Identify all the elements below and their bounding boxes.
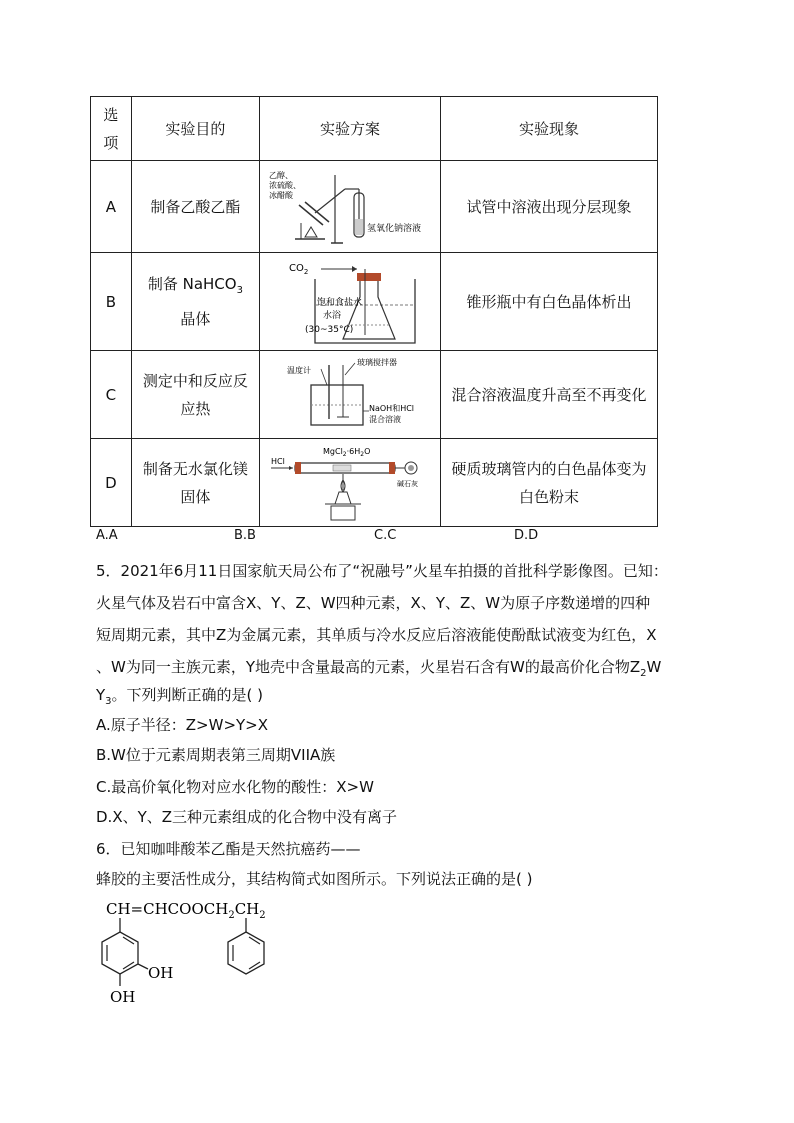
row-phenomenon-line: 硬质玻璃管内的白色晶体变为 [451, 459, 647, 478]
row-aim-text: 制备乙酸乙酯 [150, 197, 241, 216]
q5-text: 。下列判断正确的是( ) [111, 686, 264, 704]
row-aim-line: 晶体 [180, 310, 211, 328]
q5-text: W [646, 658, 662, 676]
row-aim-line: 制备无水氯化镁 [142, 459, 248, 478]
figure-label: 碱石灰 [397, 479, 419, 488]
row-option: D [91, 439, 132, 527]
nahco3-apparatus-figure [265, 257, 435, 347]
row-plan-figure [260, 439, 441, 527]
structure-chain-label: $CH=CHCOOCH_2CH_2$ [106, 900, 266, 921]
row-phenomenon-text: 混合溶液温度升高至不再变化 [451, 385, 647, 404]
row-phenomenon-text: 锥形瓶中有白色晶体析出 [466, 292, 632, 311]
q5-option-c[interactable]: C.最高价氧化物对应水化物的酸性：X>W [96, 778, 374, 796]
figure-label: 浓硫酸、 [269, 180, 302, 190]
header-option-line2: 项 [103, 133, 119, 152]
q6-stem-line: 蜂胶的主要活性成分，其结构简式如图所示。下列说法正确的是( ) [96, 870, 533, 888]
q5-option-a[interactable]: A.原子半径：Z>W>Y>X [96, 716, 269, 734]
q6-stem-line: 6．已知咖啡酸苯乙酯是天然抗癌药—— [96, 840, 361, 858]
hydroxyl-label: OH [148, 964, 174, 982]
table-row [91, 253, 658, 351]
row-aim-text: 制备 NaHCO [147, 275, 237, 293]
q5-option-b[interactable]: B.W位于元素周期表第三周期VIIA族 [96, 746, 336, 764]
header-plan: 实验方案 [260, 97, 441, 161]
header-option-line1: 选 [103, 105, 119, 124]
q5-stem-line: 短周期元素，其中Z为金属元素，其单质与冷水反应后溶液能使酚酞试液变为红色，X [96, 626, 657, 644]
table-row [91, 351, 658, 439]
figure-label: HCl [271, 456, 285, 466]
figure-label: 饱和食盐水 [317, 297, 363, 308]
row-plan-figure [260, 161, 441, 253]
figure-label: $MgCl_2\cdot 6H_2O$ [323, 446, 371, 458]
q5-option-d[interactable]: D.X、Y、Z三种元素组成的化合物中没有离子 [96, 808, 398, 826]
choice-d[interactable]: D.D [514, 528, 539, 543]
caffeic-acid-phenethyl-ester-structure [96, 896, 316, 1008]
choice-c[interactable]: C.C [374, 528, 397, 543]
row-option: A [91, 161, 132, 253]
row-aim [131, 439, 259, 527]
figure-label: 冰醋酸 [269, 190, 294, 200]
choice-b[interactable]: B.B [234, 528, 256, 543]
hydroxyl-label: OH [110, 988, 136, 1006]
row-aim [131, 253, 259, 351]
experiment-table [90, 96, 658, 527]
choice-a[interactable]: A.A [96, 528, 118, 543]
row-phenomenon-text: 试管中溶液出现分层现象 [466, 197, 632, 216]
q5-text: 、W为同一主族元素，Y地壳中含量最高的元素，火星岩石含有W的最高价化合物Z [96, 658, 641, 676]
row-phenomenon [440, 253, 657, 351]
row-option: C [91, 351, 132, 439]
header-aim: 实验目的 [131, 97, 259, 161]
row-plan-figure [260, 351, 441, 439]
row-phenomenon-line: 白色粉末 [518, 487, 579, 506]
row-aim [131, 351, 259, 439]
calorimeter-figure [265, 355, 435, 435]
row-aim-line: 固体 [180, 487, 211, 506]
table-row [91, 439, 658, 527]
figure-label: 乙醇、 [269, 170, 294, 180]
header-option [91, 97, 132, 161]
row-phenomenon [440, 351, 657, 439]
figure-label: 温度计 [287, 365, 312, 375]
subscript: 3 [236, 285, 243, 296]
table-header-row [91, 97, 658, 161]
figure-label: 混合溶液 [369, 414, 402, 424]
row-aim-line: 测定中和反应反 [142, 371, 248, 390]
q5-stem-line: 火星气体及岩石中富含X、Y、Z、W四种元素，X、Y、Z、W为原子序数递增的四种 [96, 594, 651, 612]
row-phenomenon [440, 161, 657, 253]
ester-apparatus-figure [265, 165, 435, 249]
q5-text: Y [96, 686, 106, 704]
table-row [91, 161, 658, 253]
row-plan-figure [260, 253, 441, 351]
row-phenomenon [440, 439, 657, 527]
header-phenomenon: 实验现象 [440, 97, 657, 161]
subscript: 3 [105, 696, 112, 707]
figure-label: 玻璃搅拌器 [357, 357, 398, 367]
row-option: B [91, 253, 132, 351]
mgcl2-apparatus-figure [265, 442, 435, 524]
figure-label: 水浴 [323, 310, 342, 321]
row-aim-line [132, 270, 259, 305]
subscript: 2 [640, 668, 647, 679]
q5-stem-line: 5．2021年6月11日国家航天局公布了“祝融号”火星车拍摄的首批科学影像图。已知： [96, 562, 668, 580]
figure-label: NaOH和HCl [369, 403, 415, 413]
figure-label: 氢氧化钠溶液 [367, 223, 422, 234]
row-aim [131, 161, 259, 253]
row-aim-line: 应热 [180, 399, 211, 418]
figure-label: $CO_2$ [289, 262, 309, 276]
figure-label: (30~35°C) [305, 324, 354, 335]
